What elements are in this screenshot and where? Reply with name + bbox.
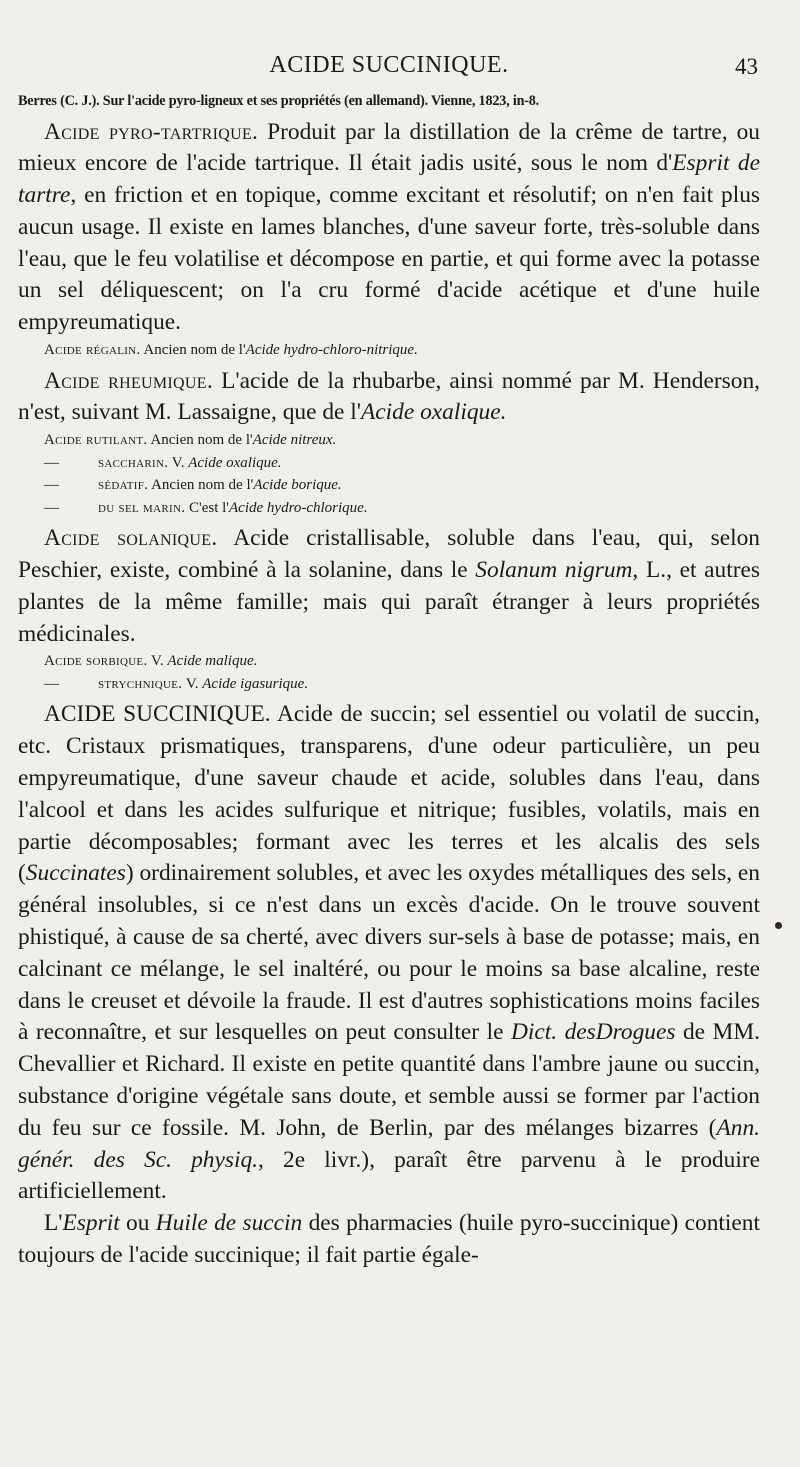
- entry-italic: Esprit: [62, 1210, 120, 1237]
- entry-italic: Ann. génér. des Sc. physiq.: [18, 1114, 760, 1173]
- entry-text: de MM. Chevallier et Richard. Il existe en petite quantité dans l'ambre jaune ou succin, substance d'origine végétale sans doute, et semble aussi se former par l'action du feu sur ce fossile. M. John, de Berlin, par des mélanges bizarres (: [18, 1019, 761, 1141]
- entry-text: Ancien nom de l': [147, 432, 253, 449]
- page-number: 43: [735, 54, 758, 79]
- entry-acide-sedatif: [18, 474, 760, 497]
- entry-acide-sorbique: [18, 650, 760, 673]
- entry-text: , en friction et en topique, comme excitant et résolutif; on n'en fait plus aucun usage. Il existe en lames blanches, d'une saveur forte, très-soluble dans l'eau, que le feu volatilise et décompose en partie, et qui forme avec la potasse un sel déliquescent; on l'a cru formé d'acide acétique et d'une huile empyreumatique.: [18, 182, 760, 336]
- entry-text: L'acide de la rhubarbe, ainsi nommé par M. Henderson, n'est, suivant M. Lassaigne, que de l': [18, 367, 760, 426]
- entry-italic: Solanum nigrum: [475, 556, 633, 583]
- entry-text: Ancien nom de l': [148, 477, 254, 494]
- entry-text: ) ordinairement solubles, et avec les oxydes métalliques des sels, en général insolubles, si ce n'est dans un excès d'acide. On le trouve souvent phistiqué, à cause de sa cherté, avec divers sur-sels à base de potasse; mais, en calcinant ce mélange, le sel inaltéré, ou pour le moins sa base alcaline, reste dans le creuset et dévoile la fraude. Il est d'autres sophistications moins faciles à reconnaître, et sur lesquelles on peut consulter le: [18, 860, 760, 1046]
- entry-head: Acide pyro-tartrique.: [44, 118, 259, 145]
- entry-italic: Esprit de tartre: [18, 150, 760, 209]
- entry-acide-regalin: [18, 339, 760, 362]
- entry-text: Acide cristallisable, soluble dans l'eau, qui, selon Peschier, existe, combiné à la solanine, dans le: [18, 525, 761, 583]
- entry-italic: Acide malique.: [167, 653, 258, 670]
- entry-head: Acide régalin.: [44, 342, 141, 359]
- entry-text: ou: [119, 1210, 156, 1237]
- entry-text: Acide de succin; sel essentiel ou volatil de succin, etc. Cristaux prismatiques, transparens, d'une odeur particulière, un peu empyreumatique, d'une saveur chaude et acide, solubles dans l'eau, dans l'alcool et dans les acides sulfurique et nitrique; fusibles, volatils, mais en partie décomposables; formant avec les terres et les alcalis des sels (: [18, 701, 760, 887]
- entry-text: V.: [147, 653, 168, 670]
- entry-italic: Acide oxalique.: [188, 454, 282, 471]
- entry-head: Acide solanique.: [44, 525, 218, 552]
- ink-speck: [775, 922, 782, 929]
- entry-italic: Succinates: [25, 860, 126, 887]
- entry-acide-pyro-tartrique: [18, 117, 760, 340]
- entry-italic: Acide nitreux.: [252, 432, 337, 449]
- entry-acide-du-sel-marin: [18, 497, 760, 520]
- entry-acide-rutilant: [18, 429, 760, 452]
- entry-acide-succinique: [18, 699, 760, 1208]
- entry-text: L': [44, 1210, 63, 1237]
- entry-italic: Acide oxalique.: [360, 399, 507, 426]
- entry-acide-solanique: [18, 523, 760, 650]
- entry-italic: Acide hydro-chlorique.: [229, 499, 368, 516]
- entry-acide-rheumique: [18, 366, 760, 430]
- entry-italic: Acide hydro-chloro-nitrique.: [245, 342, 418, 359]
- book-page: [18, 48, 760, 1272]
- entry-text: V.: [168, 454, 189, 471]
- dash: —: [44, 477, 59, 494]
- entry-text: , 2e livr.), paraît être parvenu à le produire artificiellement.: [18, 1146, 760, 1205]
- dash: —: [44, 675, 59, 692]
- paragraph-esprit-de-succin: [18, 1208, 760, 1272]
- entry-text: , L., et autres plantes de la même famille; mais qui paraît étranger à leurs propriétés médicinales.: [18, 556, 760, 647]
- entry-italic: Acide borique.: [253, 477, 342, 494]
- entry-italic: Dict. desDrogues: [510, 1019, 676, 1046]
- entry-head: Acide sorbique.: [44, 653, 148, 670]
- entry-text: des pharmacies (huile pyro-succinique) contient toujours de l'acide succinique; il fait partie égale-: [18, 1210, 760, 1268]
- entry-italic: Huile de succin: [155, 1210, 303, 1237]
- entry-acide-strychnique: [18, 673, 760, 696]
- entry-head: Acide rheumique.: [44, 367, 213, 394]
- entry-text: C'est l': [185, 499, 230, 516]
- entry-acide-saccharin: [18, 452, 760, 475]
- entry-italic: Acide igasurique.: [202, 675, 309, 692]
- entry-head: strychnique.: [98, 675, 183, 692]
- page-header: [18, 48, 760, 90]
- entry-text: V.: [182, 675, 203, 692]
- entry-head: du sel marin.: [98, 499, 186, 516]
- entry-head: ACIDE SUCCINIQUE.: [44, 701, 271, 728]
- entry-head: saccharin.: [98, 454, 169, 471]
- berres-reference: Berres (C. J.). Sur l'acide pyro-ligneux et ses propriétés (en allemand). Vienne, 1823, in-8.: [18, 93, 540, 109]
- entry-text: Ancien nom de l': [140, 342, 246, 359]
- entry-head: Acide rutilant.: [44, 432, 148, 449]
- running-title: ACIDE SUCCINIQUE.: [269, 52, 509, 78]
- entry-head: sédatif.: [98, 477, 149, 494]
- dash: —: [44, 499, 59, 516]
- dash: —: [44, 454, 59, 471]
- entry-text: Produit par la distillation de la crême de tartre, ou mieux encore de l'acide tartrique. Il était jadis usité, sous le nom d': [18, 118, 760, 177]
